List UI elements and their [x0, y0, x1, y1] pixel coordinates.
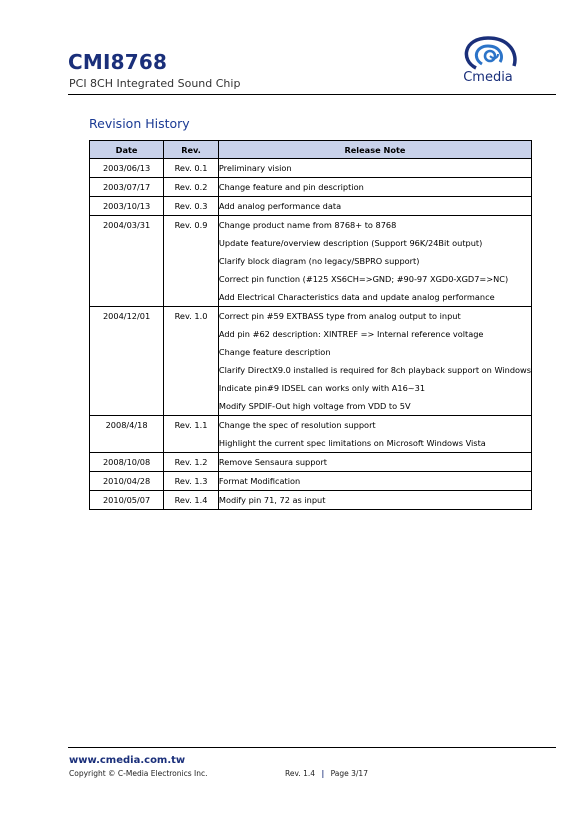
release-note-line: Correct pin function (#125 XS6CH=>GND; #90-97 XGD0-XGD7=>NC): [218, 274, 509, 284]
release-note: [218, 491, 531, 510]
release-note-line: Modify pin 71, 72 as input: [218, 495, 326, 505]
revision-number: [164, 197, 219, 216]
release-note-line: Add analog performance data: [218, 201, 342, 211]
footer-copyright: Copyright © C-Media Electronics Inc.: [69, 769, 208, 778]
column-header-rev: Rev.: [164, 141, 219, 159]
table-row: [90, 416, 532, 453]
release-note-line: Change feature and pin description: [218, 182, 364, 192]
release-note: [218, 472, 531, 491]
revision-number: [164, 159, 219, 178]
cmedia-swirl-logo-icon: [452, 34, 524, 74]
revision-table: [89, 140, 532, 510]
revision-date-text: 2003/06/13: [102, 163, 151, 173]
release-note-line: Change the spec of resolution support: [218, 420, 376, 430]
revision-date: [90, 197, 164, 216]
release-note-line: Modify SPDIF-Out high voltage from VDD to 5V: [218, 401, 411, 411]
release-note-line: Format Modification: [218, 476, 301, 486]
revision-number-text: Rev. 1.0: [174, 311, 208, 321]
release-note-line: Remove Sensaura support: [218, 457, 328, 467]
table-row: [90, 216, 532, 307]
column-header-date: Date: [90, 141, 164, 159]
footer-page-number: Page 3/17: [330, 769, 368, 778]
revision-number: [164, 453, 219, 472]
release-note-line: Correct pin #59 EXTBASS type from analog output to input: [218, 311, 461, 321]
release-note-line: Add Electrical Characteristics data and update analog performance: [218, 292, 495, 302]
revision-table-body: [90, 159, 532, 510]
revision-date-text: 2004/12/01: [102, 311, 151, 321]
table-row: [90, 197, 532, 216]
release-note-line: Indicate pin#9 IDSEL can works only with A16~31: [218, 383, 426, 393]
footer-website-link[interactable]: www.cmedia.com.tw: [69, 755, 186, 766]
revision-date: [90, 159, 164, 178]
release-note-line: Change feature description: [218, 347, 331, 357]
revision-date: [90, 416, 164, 453]
revision-number-text: Rev. 1.4: [174, 495, 208, 505]
footer-revision: Rev. 1.4: [285, 769, 316, 778]
table-header-row: [90, 141, 532, 159]
revision-date-text: 2008/10/08: [102, 457, 151, 467]
document-subtitle: PCI 8CH Integrated Sound Chip: [69, 77, 241, 90]
revision-date-text: 2003/10/13: [102, 201, 151, 211]
release-note-line: Update feature/overview description (Support 96K/24Bit output): [218, 238, 483, 248]
document-title: CMI8768: [68, 50, 168, 74]
revision-date: [90, 472, 164, 491]
section-title: Revision History: [89, 116, 190, 131]
cmedia-logo: [452, 34, 524, 92]
release-note-line: Clarify DirectX9.0 installed is required for 8ch playback support on Windows: [218, 365, 531, 375]
table-row: [90, 178, 532, 197]
revision-number: [164, 216, 219, 307]
release-note-line: Highlight the current spec limitations on Microsoft Windows Vista: [218, 438, 486, 448]
table-row: [90, 159, 532, 178]
revision-date-text: 2008/4/18: [105, 420, 148, 430]
logo-text: Cmedia: [463, 70, 513, 85]
revision-number-text: Rev. 0.2: [174, 182, 208, 192]
revision-date: [90, 491, 164, 510]
revision-number-text: Rev. 0.9: [174, 220, 208, 230]
header-divider: [68, 94, 556, 95]
revision-date-text: 2010/05/07: [102, 495, 151, 505]
revision-number: [164, 178, 219, 197]
revision-number-text: Rev. 1.3: [174, 476, 208, 486]
revision-date: [90, 307, 164, 416]
revision-number-text: Rev. 1.1: [174, 420, 208, 430]
release-note: [218, 159, 531, 178]
revision-number: [164, 307, 219, 416]
revision-date-text: 2004/03/31: [102, 220, 151, 230]
revision-date-text: 2010/04/28: [102, 476, 151, 486]
release-note-line: Clarify block diagram (no legacy/SBPRO support): [218, 256, 420, 266]
footer-divider: [68, 747, 556, 748]
revision-number-text: Rev. 1.2: [174, 457, 208, 467]
footer-revision-info: [285, 769, 368, 778]
column-header-release-note: Release Note: [218, 141, 531, 159]
revision-date: [90, 178, 164, 197]
release-note-line: Change product name from 8768+ to 8768: [218, 220, 397, 230]
revision-date: [90, 216, 164, 307]
revision-number-text: Rev. 0.1: [174, 163, 208, 173]
revision-number: [164, 472, 219, 491]
revision-number: [164, 491, 219, 510]
release-note-line: Preliminary vision: [218, 163, 292, 173]
table-row: [90, 453, 532, 472]
release-note-line: Add pin #62 description: XINTREF => Internal reference voltage: [218, 329, 484, 339]
table-row: [90, 307, 532, 416]
revision-date: [90, 453, 164, 472]
release-note: [218, 216, 531, 307]
release-note: [218, 178, 531, 197]
table-row: [90, 472, 532, 491]
revision-date-text: 2003/07/17: [102, 182, 151, 192]
release-note: [218, 197, 531, 216]
revision-number-text: Rev. 0.3: [174, 201, 208, 211]
revision-number: [164, 416, 219, 453]
footer-separator: |: [321, 769, 325, 778]
release-note: [218, 453, 531, 472]
release-note: [218, 416, 531, 453]
release-note: [218, 307, 531, 416]
table-row: [90, 491, 532, 510]
